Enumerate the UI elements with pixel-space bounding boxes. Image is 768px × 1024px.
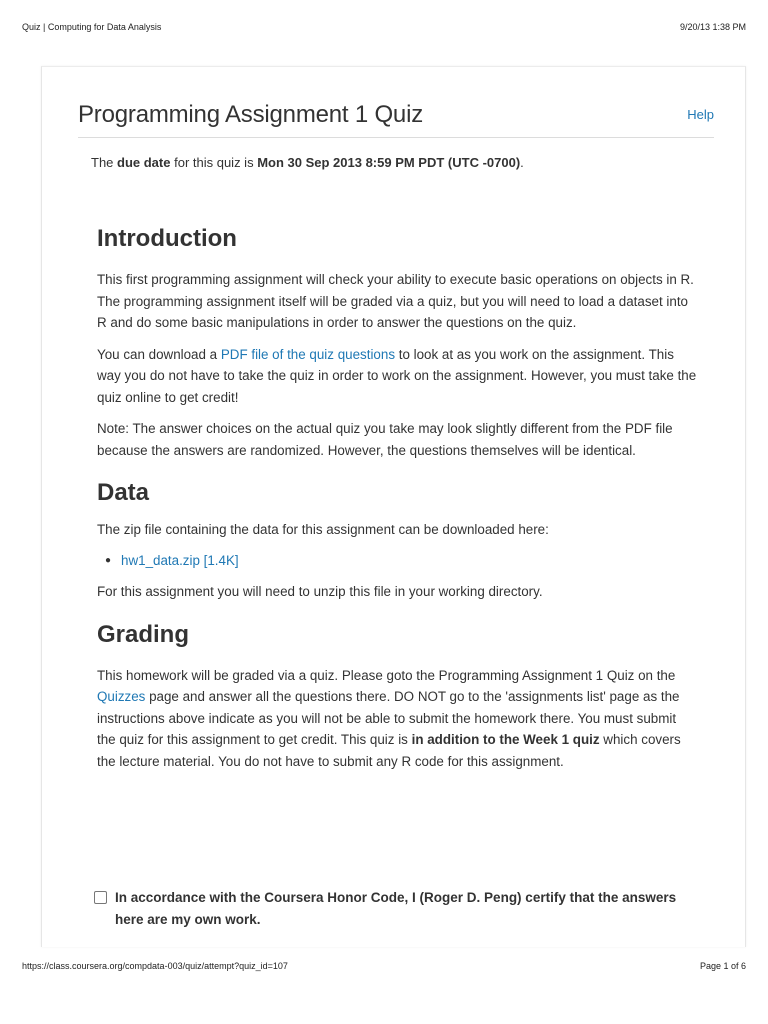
quizzes-link[interactable]: Quizzes xyxy=(97,689,146,704)
print-footer-page: Page 1 of 6 xyxy=(699,961,746,971)
data-paragraph-2: For this assignment you will need to unzip this file in your working directory. xyxy=(97,584,543,599)
intro-paragraph-2 xyxy=(97,344,697,409)
print-footer-url: https://class.coursera.org/compdata-003/quiz/attempt?quiz_id=107 xyxy=(22,961,288,971)
grading-heading: Grading xyxy=(97,620,190,648)
data-heading: Data xyxy=(97,479,150,506)
print-header-title: Quiz | Computing for Data Analysis xyxy=(22,22,162,32)
honor-code-text: In accordance with the Coursera Honor Code, I (Roger D. Peng) certify that the answers here are my own work. xyxy=(115,890,677,927)
due-prefix: The xyxy=(91,155,118,170)
grading-text-a: This homework will be graded via a quiz. Please goto the Programming Assignment 1 Quiz on the xyxy=(97,667,676,683)
print-footer xyxy=(22,961,746,971)
intro-paragraph-3: Note: The answer choices on the actual quiz you take may look slightly different from the PDF file because the answers are randomized. However, the questions themselves will be identical. xyxy=(97,421,673,458)
list-item xyxy=(97,550,697,572)
data-zip-download-link[interactable]: hw1_data.zip [1.4K] xyxy=(121,552,239,568)
data-file-list xyxy=(97,550,697,572)
honor-code-row[interactable] xyxy=(94,887,704,931)
intro-p2-after: to look at as you work on the assignment. This way you do not have to take the quiz in order to work on the assignment. However, you must take the quiz online to get credit! xyxy=(97,346,697,405)
due-date-value: Mon 30 Sep 2013 8:59 PM PDT (UTC -0700) xyxy=(257,155,521,170)
due-date-line xyxy=(91,155,524,170)
help-link[interactable]: Help xyxy=(687,107,714,122)
due-suffix: . xyxy=(520,155,524,170)
data-paragraph-1: The zip file containing the data for this assignment can be downloaded here: xyxy=(97,522,549,537)
grading-text-b: page and answer all the questions there. DO NOT go to the 'assignments list' page as the instructions above indicate as you will not be able to submit the homework there. You must submit the quiz for this assignment to get credit. This quiz is xyxy=(97,689,680,747)
intro-p2-before: You can download a xyxy=(97,346,221,362)
grading-text-c: which covers the lecture material. You do not have to submit any R code for this assignment. xyxy=(97,732,681,769)
quiz-content xyxy=(97,217,697,772)
bullet-icon: ● xyxy=(105,554,112,566)
due-middle: for this quiz is xyxy=(170,155,258,170)
title-row xyxy=(78,97,714,138)
due-label: due date xyxy=(117,155,171,170)
print-header-datetime: 9/20/13 1:38 PM xyxy=(679,22,746,32)
grading-bold-text: in addition to the Week 1 quiz xyxy=(411,732,600,747)
grading-paragraph xyxy=(97,665,697,773)
intro-paragraph-1: This first programming assignment will check your ability to execute basic operations on objects in R. The programming assignment itself will be graded via a quiz, but you will need to load a dataset into R and do some basic manipulations in order to answer the questions on the quiz. xyxy=(97,272,694,330)
introduction-heading: Introduction xyxy=(97,225,237,252)
print-header xyxy=(22,22,746,32)
quiz-card xyxy=(41,66,746,947)
honor-code-checkbox[interactable] xyxy=(94,891,107,904)
pdf-quiz-questions-link[interactable]: PDF file of the quiz questions xyxy=(220,346,396,362)
page-title: Programming Assignment 1 Quiz xyxy=(78,101,424,128)
